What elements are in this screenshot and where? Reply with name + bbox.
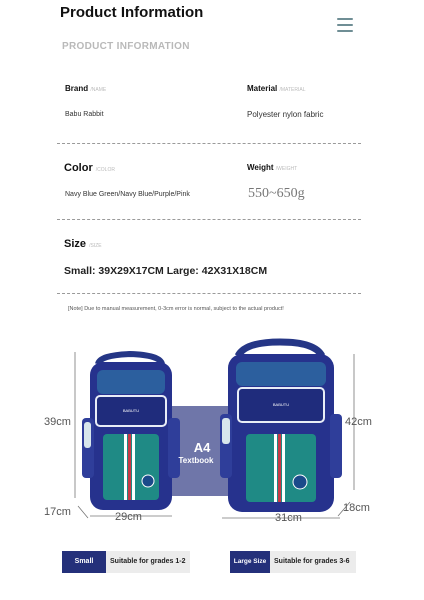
divider [57, 219, 361, 220]
large-width: 31cm [275, 512, 302, 524]
small-backpack [82, 354, 180, 510]
small-grades: Suitable for grades 1-2 [106, 551, 190, 573]
large-grades: Suitable for grades 3-6 [270, 551, 356, 573]
measurement-note: [Note] Due to manual measurement, 0-3cm error is normal, subject to the actual product! [68, 306, 284, 312]
weight-label: Weight /WEIGHT [247, 163, 298, 172]
color-label: Color /COLOR [64, 162, 115, 174]
small-depth: 17cm [44, 506, 71, 518]
small-badge: Small [62, 551, 106, 573]
size-value: Small: 39X29X17CM Large: 42X31X18CM [64, 265, 268, 277]
large-logo-text: BABUTU [272, 402, 290, 407]
textbook-label: Textbook [178, 456, 214, 465]
backpack-illustration [0, 330, 424, 535]
material-value: Polyester nylon fabric [247, 110, 324, 119]
divider [57, 143, 361, 144]
small-height: 39cm [44, 416, 71, 428]
small-width: 29cm [115, 511, 142, 523]
size-label: Size /SIZE [64, 238, 102, 250]
page-subtitle: PRODUCT INFORMATION [62, 41, 190, 52]
color-value: Navy Blue Green/Navy Blue/Purple/Pink [65, 191, 190, 198]
page-title: Product Information [60, 4, 204, 21]
large-height: 42cm [345, 416, 372, 428]
brand-value: Babu Rabbit [65, 111, 104, 118]
small-logo-text: BABUTU [122, 408, 140, 413]
weight-value: 550~650g [248, 186, 305, 201]
material-label: Material /MATERIAL [247, 84, 306, 93]
a4-label: A4 [193, 440, 211, 455]
brand-label: Brand /NAME [65, 84, 107, 93]
divider [57, 293, 361, 294]
menu-icon[interactable] [337, 18, 353, 34]
large-badge: Large Size [230, 551, 270, 573]
large-depth: 18cm [343, 502, 370, 514]
large-backpack [220, 342, 342, 512]
